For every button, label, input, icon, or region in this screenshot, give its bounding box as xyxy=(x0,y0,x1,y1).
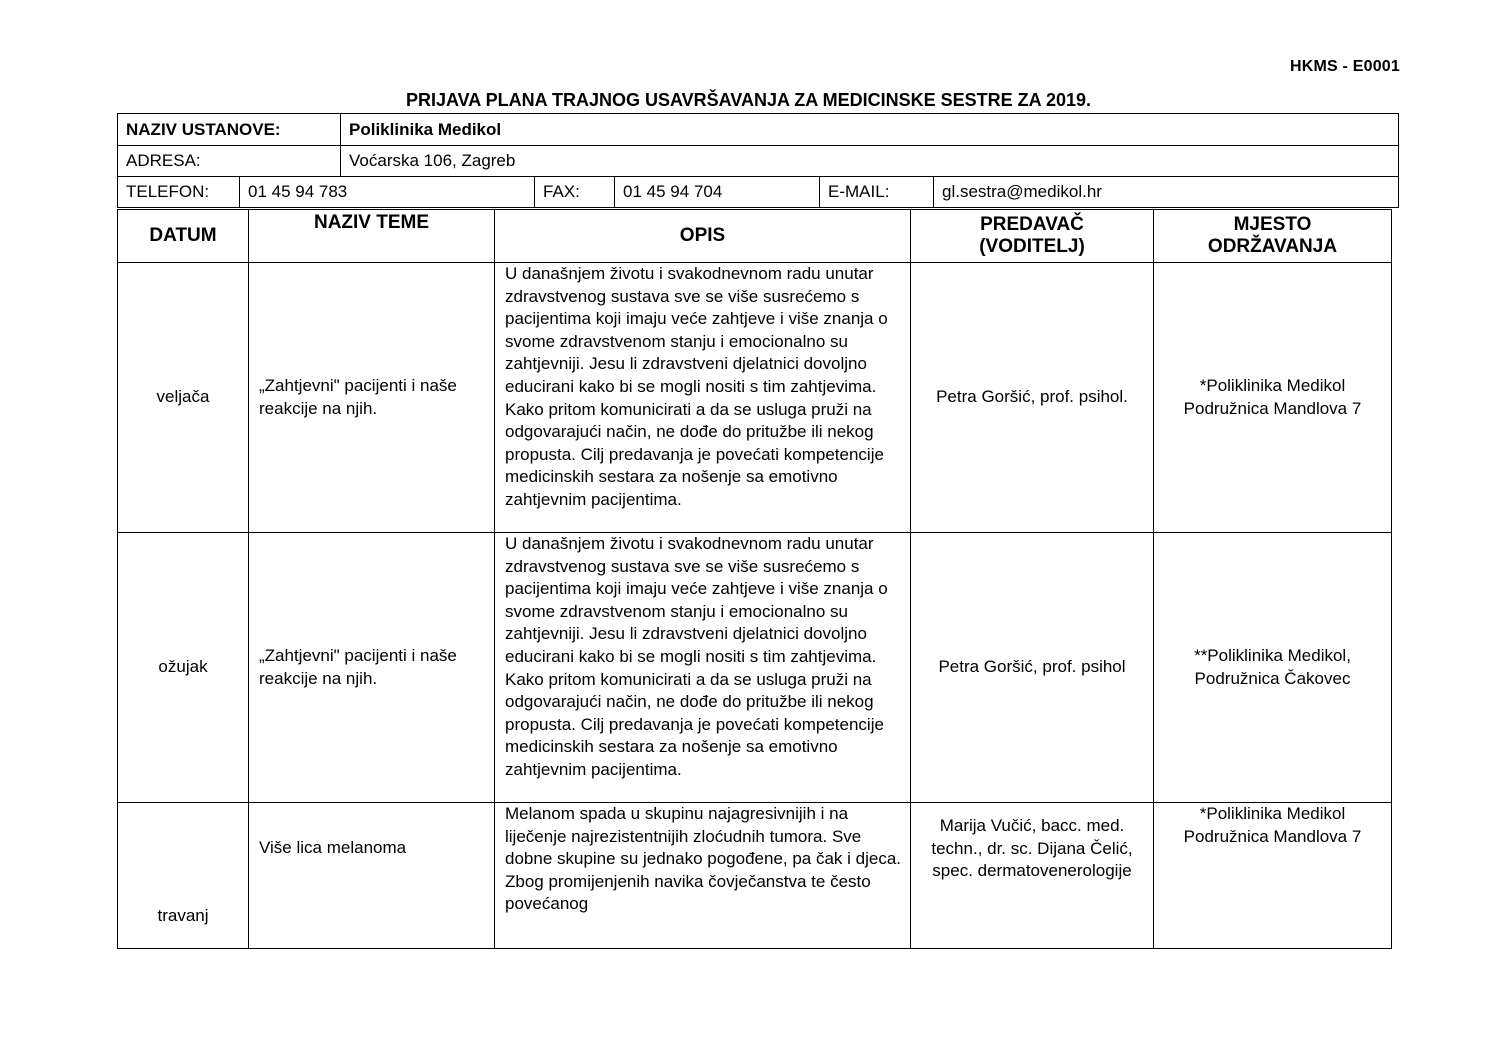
row-description-text: U današnjem životu i svakodnevnom radu unutar zdravstvenog sustava sve se više susrećemo s pacijentima koji imaju veće zahtjeve i više znanja o svome zdravstvenom stanju i emocionalno su zahtjevniji. Jesu li zdravstveni djelatnici dovoljno educirani kako bi se mogli nositi s tim zahtjevima. Kako pritom komunicirati a da se usluga pruži na odgovarajući način, ne dođe do pritužbe ili nekog propusta. Cilj predavanja je povećati kompetencije medicinskih sestara za nošenje sa emotivno zahtjevnim pacijentima. xyxy=(505,534,888,779)
row-lecturer: Marija Vučić, bacc. med. techn., dr. sc. Dijana Čelić, spec. dermatovenerologije xyxy=(911,803,1154,949)
institution-name-value: Poliklinika Medikol xyxy=(341,114,1399,146)
row-place-line1: *Poliklinika Medikol xyxy=(1199,804,1346,823)
header-description: OPIS xyxy=(495,210,911,263)
fax-label: FAX: xyxy=(535,177,615,208)
row-description xyxy=(495,263,911,533)
table-row xyxy=(118,803,1392,949)
row-place-line2: Podružnica Mandlova 7 xyxy=(1183,826,1362,846)
row-place xyxy=(1154,803,1392,949)
row-topic: „Zahtjevni" pacijenti i naše reakcije na njih. xyxy=(249,263,495,533)
header-place-line2: ODRŽAVANJA xyxy=(1207,236,1338,257)
address-value: Voćarska 106, Zagreb xyxy=(341,146,1399,177)
row-place-line1: *Poliklinika Medikol xyxy=(1199,375,1346,395)
row-place xyxy=(1154,263,1392,533)
row-place-line2: Podružnica Čakovec xyxy=(1194,668,1351,688)
table-row xyxy=(118,263,1392,533)
form-code: HKMS - E0001 xyxy=(1290,58,1400,75)
row-date: travanj xyxy=(118,803,249,949)
header-place-line1: MJESTO xyxy=(1233,214,1312,235)
header-lecturer-line2: (VODITELJ) xyxy=(979,236,1085,257)
email-value: gl.sestra@medikol.hr xyxy=(934,177,1399,208)
header-place xyxy=(1154,210,1392,263)
page-title: PRIJAVA PLANA TRAJNOG USAVRŠAVANJA ZA MEDICINSKE SESTRE ZA 2019. xyxy=(405,90,1092,110)
row-description xyxy=(495,533,911,803)
phone-label: TELEFON: xyxy=(118,177,240,208)
row-date: ožujak xyxy=(118,533,249,803)
header-lecturer-line1: PREDAVAČ xyxy=(980,214,1084,235)
header-lecturer xyxy=(911,210,1154,263)
table-header-row xyxy=(118,210,1392,263)
institution-info-table xyxy=(117,113,1399,208)
row-topic: „Zahtjevni" pacijenti i naše reakcije na njih. xyxy=(249,533,495,803)
fax-value: 01 45 94 704 xyxy=(615,177,820,208)
phone-value: 01 45 94 783 xyxy=(240,177,535,208)
education-plan-table xyxy=(117,209,1392,949)
row-topic: Više lica melanoma xyxy=(249,803,495,949)
row-lecturer: Petra Goršić, prof. psihol. xyxy=(911,263,1154,533)
row-place-line2: Podružnica Mandlova 7 xyxy=(1183,398,1362,418)
row-place-line1: **Poliklinika Medikol, xyxy=(1194,645,1351,665)
row-date: veljača xyxy=(118,263,249,533)
row-description-text: U današnjem životu i svakodnevnom radu unutar zdravstvenog sustava sve se više susrećemo s pacijentima koji imaju veće zahtjeve i više znanja o svome zdravstvenom stanju i emocionalno su zahtjevniji. Jesu li zdravstveni djelatnici dovoljno educirani kako bi se mogli nositi s tim zahtjevima. Kako pritom komunicirati a da se usluga pruži na odgovarajući način, ne dođe do pritužbe ili nekog propusta. Cilj predavanja je povećati kompetencije medicinskih sestara za nošenje sa emotivno zahtjevnim pacijentima. xyxy=(505,264,888,509)
header-topic: NAZIV TEME xyxy=(249,210,495,263)
table-row xyxy=(118,533,1392,803)
row-description-text: Melanom spada u skupinu najagresivnijih i na liječenje najrezistentnijih zloćudnih tumora. Sve dobne skupine su jednako pogođene, pa čak i djeca. Zbog promijenjenih navika čovječanstva te često povećanog xyxy=(505,804,902,914)
institution-name-label: NAZIV USTANOVE: xyxy=(118,114,341,146)
address-label: ADRESA: xyxy=(118,146,341,177)
row-description xyxy=(495,803,911,949)
row-lecturer: Petra Goršić, prof. psihol xyxy=(911,533,1154,803)
row-place xyxy=(1154,533,1392,803)
email-label: E-MAIL: xyxy=(820,177,934,208)
header-date: DATUM xyxy=(118,210,249,263)
